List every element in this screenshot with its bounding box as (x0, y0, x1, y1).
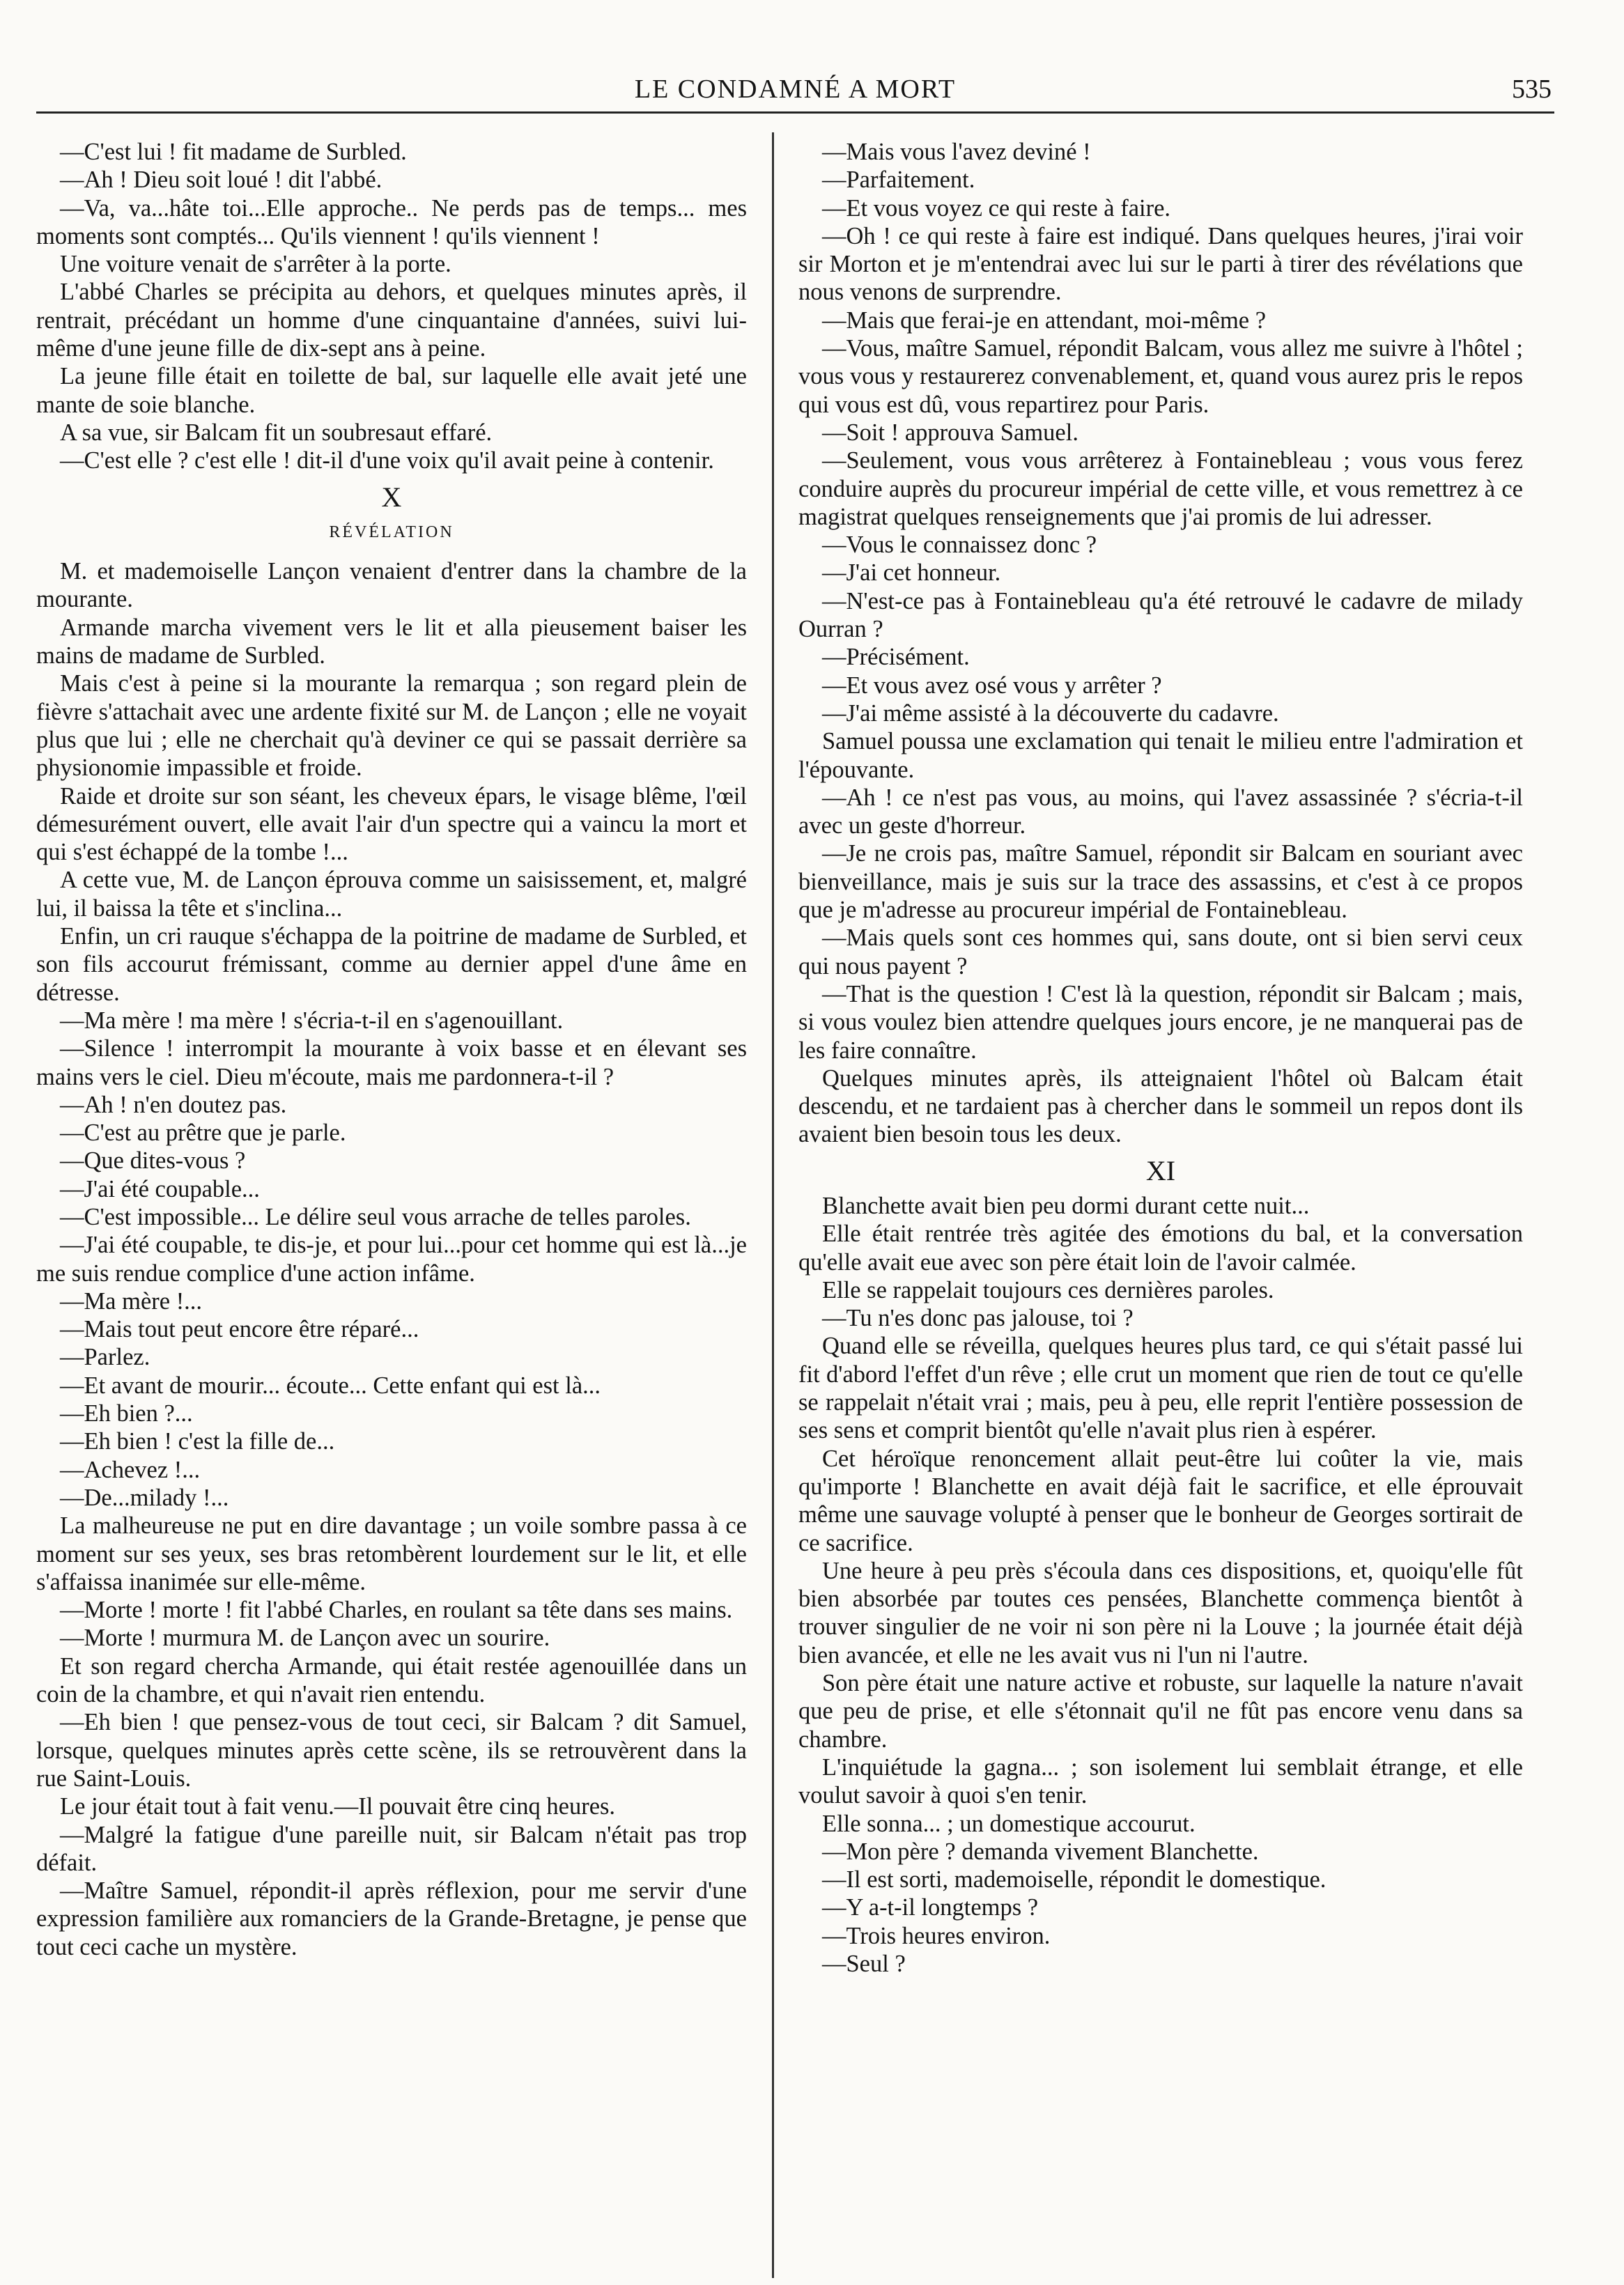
chapter-title: RÉVÉLATION (329, 522, 454, 541)
paragraph: Le jour était tout à fait venu.—Il pouvait être cinq heures. (60, 1793, 616, 1820)
paragraph: La malheureuse ne put en dire davantage ; un voile sombre passa à ce moment sur ses yeux, ses bras retombèrent lourdement sur le lit, et elle s'affaissa inanimée sur elle-même. (36, 1512, 747, 1595)
paragraph: —J'ai cet honneur. (822, 559, 1001, 587)
paragraph: Et son regard chercha Armande, qui était restée agenouillée dans un coin de la chambre, et qui n'avait rien entendu. (36, 1652, 747, 1708)
paragraph: —Va, va...hâte toi...Elle approche.. Ne perds pas de temps... mes moments sont comptés... Qu'ils viennent ! qu'ils viennent ! (36, 194, 747, 249)
paragraph: —Silence ! interrompit la mourante à voix basse et en élevant ses mains vers le ciel. Dieu m'écoute, mais me pardonnera-t-il ? (36, 1035, 747, 1090)
paragraph: —Que dites-vous ? (60, 1147, 246, 1175)
paragraph: Elle était rentrée très agitée des émotions du bal, et la conversation qu'elle avait eue avec son père était loin de l'avoir calmée. (798, 1221, 1523, 1276)
paragraph: —Maître Samuel, répondit-il après réflexion, pour me servir d'une expression familière aux romanciers de la Grande-Bretagne, je pense que tout ceci cache un mystère. (36, 1877, 747, 1960)
paragraph: —Eh bien ! c'est la fille de... (60, 1428, 335, 1455)
paragraph: —Ma mère !... (60, 1287, 203, 1315)
paragraph: —Ah ! n'en doutez pas. (60, 1091, 287, 1118)
paragraph: Armande marcha vivement vers le lit et alla pieusement baiser les mains de madame de Surbled. (36, 614, 747, 669)
paragraph: —C'est au prêtre que je parle. (60, 1120, 346, 1147)
paragraph: —Ah ! ce n'est pas vous, au moins, qui l'avez assassinée ? s'écria-t-il avec un geste d'horreur. (798, 784, 1523, 839)
paragraph: —J'ai été coupable... (60, 1175, 260, 1202)
paragraph: —Malgré la fatigue d'une pareille nuit, sir Balcam n'était pas trop défait. (36, 1821, 747, 1876)
paragraph: Une voiture venait de s'arrêter à la porte. (60, 251, 451, 278)
paragraph: —Y a-t-il longtemps ? (822, 1894, 1039, 1921)
paragraph: A cette vue, M. de Lançon éprouva comme un saisissement, et, malgré lui, il baissa la tête et s'inclina... (36, 867, 747, 922)
paragraph: —Seulement, vous vous arrêterez à Fontainebleau ; vous vous ferez conduire auprès du procureur impérial de cette ville, et vous remettrez à ce magistrat quelques renseignements que j'ai promis de lui adresser. (798, 447, 1523, 530)
paragraph: Samuel poussa une exclamation qui tenait le milieu entre l'admiration et l'épouvante. (798, 728, 1523, 783)
text-column-right (798, 138, 1523, 2249)
paragraph: —Mais tout peut encore être réparé... (60, 1316, 419, 1343)
paragraph: —Tu n'es donc pas jalouse, toi ? (822, 1305, 1134, 1332)
paragraph: —Oh ! ce qui reste à faire est indiqué. Dans quelques heures, j'irai voir sir Morton et je m'entendrai avec lui sur le parti à tirer des révélations que nous venons de surprendre. (798, 222, 1523, 306)
paragraph: Elle se rappelait toujours ces dernières paroles. (822, 1276, 1274, 1303)
paragraph: —Et vous voyez ce qui reste à faire. (822, 194, 1171, 222)
paragraph: —C'est lui ! fit madame de Surbled. (60, 139, 407, 165)
paragraph: Elle sonna... ; un domestique accourut. (822, 1810, 1196, 1837)
paragraph: —Précisément. (822, 644, 970, 671)
running-title: LE CONDAMNÉ A MORT (634, 75, 957, 104)
paragraph: Quand elle se réveilla, quelques heures plus tard, ce qui s'était passé lui fit d'abord l'effet d'un rêve ; elle crut un moment que rien de tout ce qu'elle se rappelait n'était vrai ; mais, peu à peu, elle reprit l'entière possession de ses sens et comprit bientôt qu'elle n'avait plus rien à espérer. (798, 1333, 1523, 1444)
paragraph: —Mais que ferai-je en attendant, moi-même ? (822, 307, 1267, 334)
paragraph: —Eh bien ! que pensez-vous de tout ceci, sir Balcam ? dit Samuel, lorsque, quelques minutes après cette scène, ils se retrouvèrent dans la rue Saint-Louis. (36, 1709, 747, 1792)
paragraph: —Vous, maître Samuel, répondit Balcam, vous allez me suivre à l'hôtel ; vous vous y restaurerez convenablement, et, quand vous aurez pris le repos qui vous est dû, vous repartirez pour Paris. (798, 335, 1523, 418)
paragraph: L'inquiétude la gagna... ; son isolement lui semblait étrange, et elle voulut savoir à quoi s'en tenir. (798, 1753, 1523, 1809)
paragraph: —C'est elle ? c'est elle ! dit-il d'une voix qu'il avait peine à contenir. (60, 447, 714, 474)
paragraph: —Et avant de mourir... écoute... Cette enfant qui est là... (60, 1372, 601, 1399)
column-divider (772, 132, 774, 2278)
paragraph: Mais c'est à peine si la mourante la remarqua ; son regard plein de fièvre s'attachait avec une ardente fixité sur M. de Lançon ; elle ne voyait plus que lui ; elle ne cherchait qu'à deviner ce qui se passait derrière sa physionomie impassible et froide. (36, 670, 747, 782)
text-column-left (36, 138, 747, 2249)
paragraph: L'abbé Charles se précipita au dehors, et quelques minutes après, il rentrait, précédant un homme d'une cinquantaine d'années, suivi lui-même d'une jeune fille de dix-sept ans à peine. (36, 279, 747, 362)
paragraph: —Mon père ? demanda vivement Blanchette. (822, 1838, 1259, 1865)
paragraph: —Ma mère ! ma mère ! s'écria-t-il en s'agenouillant. (60, 1007, 564, 1034)
paragraph: —Et vous avez osé vous y arrêter ? (822, 672, 1162, 699)
page-number: 535 (1512, 75, 1552, 104)
paragraph: —Parfaitement. (822, 166, 975, 194)
paragraph: —De...milady !... (60, 1484, 229, 1511)
paragraph: —Vous le connaissez donc ? (822, 532, 1097, 559)
paragraph: —Ah ! Dieu soit loué ! dit l'abbé. (60, 166, 382, 194)
paragraph: —C'est impossible... Le délire seul vous arrache de telles paroles. (60, 1203, 691, 1230)
paragraph: —Mais quels sont ces hommes qui, sans doute, ont si bien servi ceux qui nous payent ? (798, 924, 1523, 979)
paragraph: Blanchette avait bien peu dormi durant cette nuit... (822, 1192, 1310, 1219)
paragraph: —Morte ! morte ! fit l'abbé Charles, en roulant sa tête dans ses mains. (60, 1597, 733, 1624)
paragraph: La jeune fille était en toilette de bal, sur laquelle elle avait jeté une mante de soie blanche. (36, 363, 747, 418)
paragraph: Enfin, un cri rauque s'échappa de la poitrine de madame de Surbled, et son fils accourut frémissant, comme au dernier appel d'une âme en détresse. (36, 923, 747, 1006)
chapter-number: XI (1145, 1154, 1176, 1186)
paragraph: —Je ne crois pas, maître Samuel, répondit sir Balcam en souriant avec bienveillance, mais je suis sur la trace des assassins, et c'est à ce propos que je m'adresse au procureur impérial de Fontainebleau. (798, 840, 1523, 924)
paragraph: A sa vue, sir Balcam fit un soubresaut effaré. (60, 419, 493, 446)
paragraph: Raide et droite sur son séant, les cheveux épars, le visage blême, l'œil démesurément ouvert, elle avait l'air d'un spectre qui a vaincu la mort et qui s'est échappé de la tombe !... (36, 782, 747, 866)
paragraph: —Eh bien ?... (60, 1400, 193, 1427)
paragraph: Quelques minutes après, ils atteignaient l'hôtel où Balcam était descendu, et ne tardaient pas à chercher dans le sommeil un repos dont ils avaient bien besoin tous les deux. (798, 1064, 1523, 1148)
chapter-number: X (381, 481, 402, 513)
paragraph: —Soit ! approuva Samuel. (822, 419, 1078, 446)
paragraph: —Il est sorti, mademoiselle, répondit le domestique. (822, 1866, 1327, 1893)
page-header (36, 70, 1554, 114)
paragraph: —N'est-ce pas à Fontainebleau qu'a été retrouvé le cadavre de milady Ourran ? (798, 587, 1523, 643)
paragraph: Cet héroïque renoncement allait peut-être lui coûter la vie, mais qu'importe ! Blanchette en avait déjà fait le sacrifice, et elle éprouvait même une sauvage volupté à penser que le bonheur de Georges sortirait de ce sacrifice. (798, 1445, 1523, 1556)
paragraph: —Seul ? (822, 1951, 906, 1977)
paragraph: —Mais vous l'avez deviné ! (822, 139, 1091, 165)
paragraph: —Achevez !... (60, 1456, 201, 1483)
paragraph: —Trois heures environ. (822, 1922, 1051, 1949)
paragraph: —Parlez. (60, 1344, 150, 1371)
paragraph: —J'ai même assisté à la découverte du cadavre. (822, 699, 1279, 727)
paragraph: —That is the question ! C'est là la question, répondit sir Balcam ; mais, si vous voulez bien attendre quelques jours encore, je ne manquerai pas de les faire connaître. (798, 980, 1523, 1064)
paragraph: —J'ai été coupable, te dis-je, et pour lui...pour cet homme qui est là...je me suis rendue complice d'une action infâme. (36, 1232, 747, 1287)
paragraph: —Morte ! murmura M. de Lançon avec un sourire. (60, 1625, 550, 1652)
paragraph: Son père était une nature active et robuste, sur laquelle la nature n'avait que peu de prise, et elle s'étonnait qu'il ne fût pas encore venu dans sa chambre. (798, 1670, 1523, 1753)
paragraph: Une heure à peu près s'écoula dans ces dispositions, et, quoiqu'elle fût bien absorbée par toutes ces pensées, Blanchette commença bientôt à trouver singulier de ne voir ni son père ni la Louve ; la journée était déjà bien avancée, et elle ne les avait vus ni l'un ni l'autre. (798, 1557, 1523, 1668)
paragraph: M. et mademoiselle Lançon venaient d'entrer dans la chambre de la mourante. (36, 558, 747, 613)
